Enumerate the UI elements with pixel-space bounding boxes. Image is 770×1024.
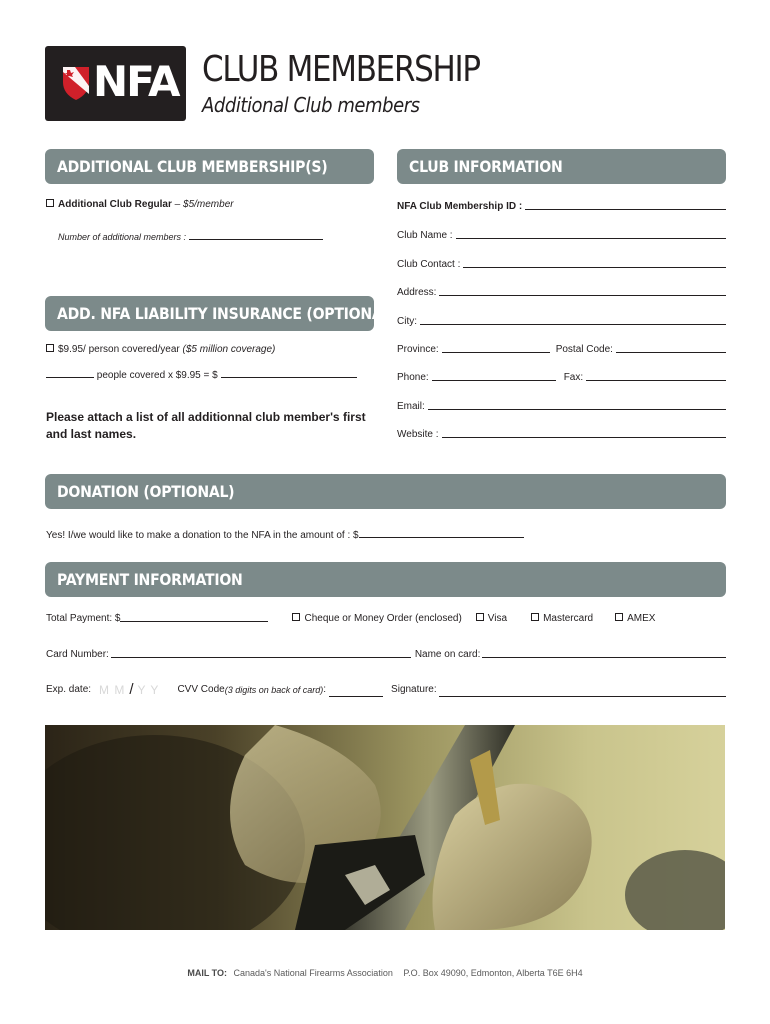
- payment-options-row: Total Payment: $ Cheque or Money Order (enclosed) Visa Mastercard AMEX: [46, 613, 656, 624]
- email-field[interactable]: [428, 400, 726, 410]
- cheque-option[interactable]: Cheque or Money Order (enclosed): [292, 612, 461, 626]
- visa-checkbox[interactable]: [476, 613, 484, 621]
- nfa-logo: [45, 46, 186, 121]
- logo-text: NFA: [93, 57, 179, 106]
- rifle-loading-photo: [45, 725, 725, 930]
- name-on-card-field[interactable]: [482, 648, 726, 658]
- insurance-total-field[interactable]: [221, 368, 357, 378]
- mastercard-option[interactable]: Mastercard: [531, 612, 593, 626]
- card-row: Card Number: Name on card:: [46, 648, 726, 662]
- website-row: Website :: [397, 428, 726, 442]
- address-row: Address:: [397, 286, 726, 300]
- expiry-row: Exp. date: M M / Y Y CVV Code (3 digits on back of card) : Signature:: [46, 683, 726, 697]
- donation-amount-field[interactable]: [359, 528, 524, 538]
- section-insurance: ADD. NFA LIABILITY INSURANCE (OPTIONAL): [45, 296, 374, 331]
- insurance-checkbox[interactable]: [46, 344, 54, 352]
- insurance-row[interactable]: $9.95/ person covered/year ($5 million coverage): [46, 343, 275, 357]
- visa-option[interactable]: Visa: [476, 612, 507, 626]
- attach-note: Please attach a list of all additionnal club member's first and last names.: [46, 410, 366, 441]
- fax-field[interactable]: [586, 371, 726, 381]
- city-row: City:: [397, 315, 726, 329]
- people-covered-field[interactable]: [46, 368, 94, 378]
- section-club-information: CLUB INFORMATION: [397, 149, 726, 184]
- insurance-calc-row: people covered x $9.95 = $: [46, 368, 357, 383]
- rifle-photo-illustration: [45, 725, 725, 930]
- amex-checkbox[interactable]: [615, 613, 623, 621]
- website-field[interactable]: [442, 428, 727, 438]
- page-title: CLUB MEMBERSHIP: [202, 49, 480, 90]
- additional-count-row: Number of additional members :: [58, 230, 323, 244]
- amex-option[interactable]: AMEX: [615, 612, 655, 626]
- page-subtitle: Additional Club members: [202, 93, 420, 117]
- city-field[interactable]: [420, 315, 726, 325]
- club-name-row: Club Name :: [397, 229, 726, 243]
- exp-year-field[interactable]: Y Y: [137, 683, 160, 697]
- province-row: Province: Postal Code:: [397, 343, 726, 357]
- shield-icon: [61, 64, 91, 102]
- card-number-field[interactable]: [111, 648, 411, 658]
- section-additional-membership: ADDITIONAL CLUB MEMBERSHIP(S): [45, 149, 374, 184]
- email-row: Email:: [397, 400, 726, 414]
- additional-regular-checkbox[interactable]: [46, 199, 54, 207]
- phone-row: Phone: Fax:: [397, 371, 726, 385]
- section-payment: PAYMENT INFORMATION: [45, 562, 726, 597]
- exp-month-field[interactable]: M M: [99, 683, 126, 697]
- section-donation: DONATION (OPTIONAL): [45, 474, 726, 509]
- club-name-field[interactable]: [456, 229, 726, 239]
- cvv-field[interactable]: [329, 687, 383, 697]
- club-id-field[interactable]: [525, 200, 726, 210]
- additional-regular-row[interactable]: Additional Club Regular – $5/member: [46, 198, 234, 212]
- signature-field[interactable]: [439, 687, 726, 697]
- postal-code-field[interactable]: [616, 343, 726, 353]
- club-contact-field[interactable]: [463, 258, 726, 268]
- cheque-checkbox[interactable]: [292, 613, 300, 621]
- donation-row: Yes! I/we would like to make a donation to the NFA in the amount of : $: [46, 528, 524, 543]
- mastercard-checkbox[interactable]: [531, 613, 539, 621]
- mailing-address: MAIL TO: Canada's National Firearms Association P.O. Box 49090, Edmonton, Alberta T6E 6H4: [187, 968, 583, 978]
- address-field[interactable]: [439, 286, 726, 296]
- phone-field[interactable]: [432, 371, 556, 381]
- club-id-row: NFA Club Membership ID :: [397, 200, 726, 214]
- additional-count-field[interactable]: [189, 230, 323, 240]
- club-contact-row: Club Contact :: [397, 258, 726, 272]
- total-payment-field[interactable]: [120, 612, 268, 622]
- province-field[interactable]: [442, 343, 550, 353]
